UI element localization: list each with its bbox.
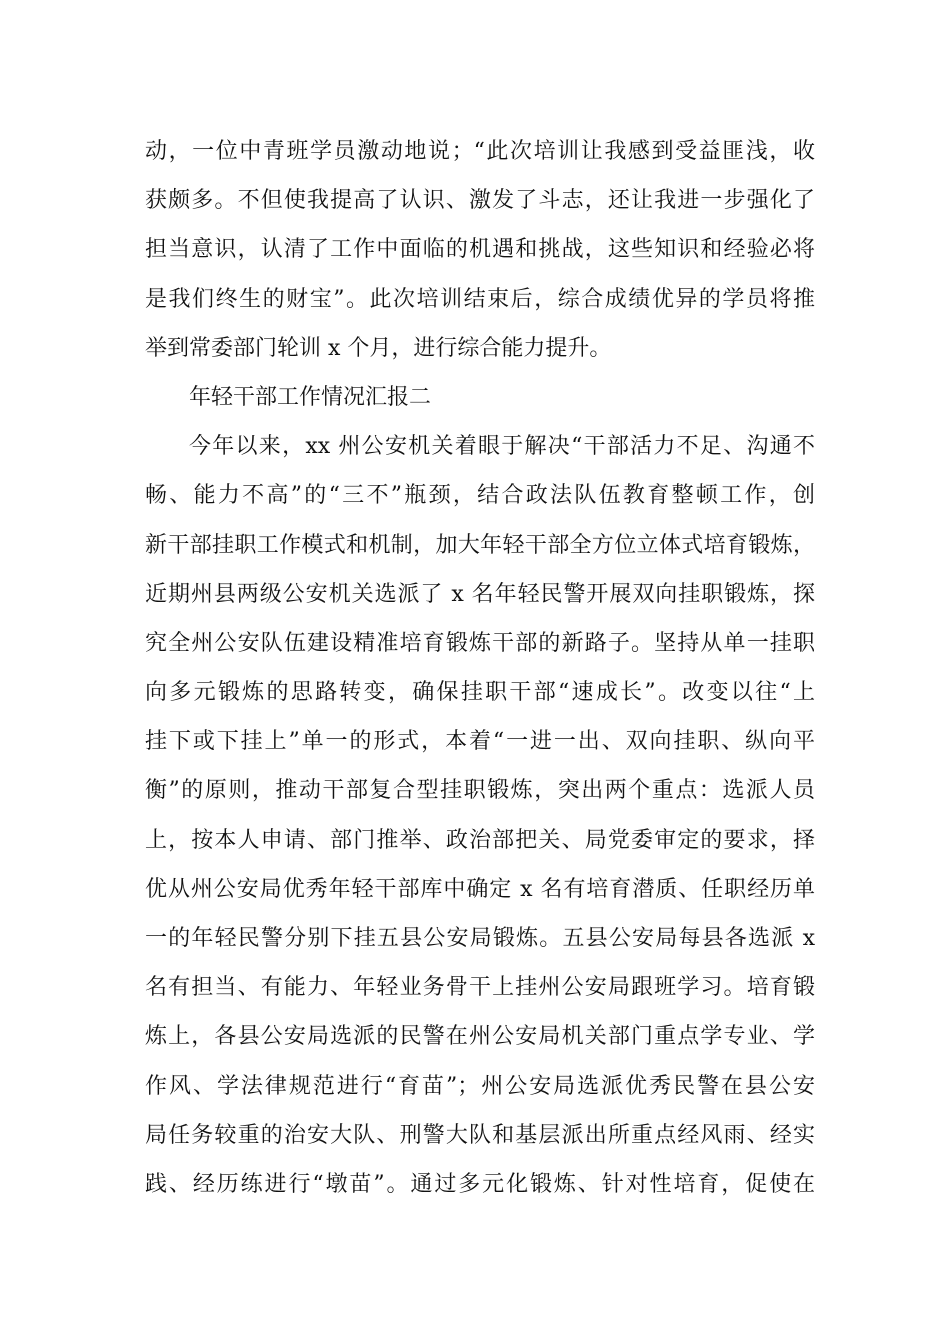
- paragraph-line: 是我们终生的财宝”。此次培训结束后，综合成绩优异的学员将推: [145, 286, 815, 312]
- paragraph-line: 优从州公安局优秀年轻干部库中确定 x 名有培育潜质、任职经历单: [145, 876, 815, 902]
- paragraph-line: 局任务较重的治安大队、刑警大队和基层派出所重点经风雨、经实: [145, 1122, 815, 1148]
- paragraph-line: 举到常委部门轮训 x 个月，进行综合能力提升。: [145, 335, 612, 361]
- paragraph-line: 动，一位中青班学员激动地说；“此次培训让我感到受益匪浅，收: [145, 139, 815, 164]
- paragraph-line: 近期州县两级公安机关选派了 x 名年轻民警开展双向挂职锻炼，探: [145, 581, 815, 607]
- paragraph-line: 践、经历练进行“墩苗”。通过多元化锻炼、针对性培育，促使在: [145, 1171, 815, 1197]
- paragraph-line: 究全州公安队伍建设精准培育锻炼干部的新路子。坚持从单一挂职: [145, 630, 815, 656]
- paragraph-line: 衡”的原则，推动干部复合型挂职锻炼，突出两个重点：选派人员: [145, 778, 815, 804]
- paragraph-line: 一的年轻民警分别下挂五县公安局锻炼。五县公安局每县各选派 x: [145, 926, 815, 951]
- paragraph-line: 挂下或下挂上”单一的形式，本着“一进一出、双向挂职、纵向平: [145, 729, 815, 755]
- paragraph-line: 新干部挂职工作模式和机制，加大年轻干部全方位立体式培育锻炼，: [145, 532, 815, 558]
- document-body: [145, 127, 815, 1209]
- paragraph-line: 畅、能力不高”的“三不”瓶颈，结合政法队伍教育整顿工作，创: [145, 483, 815, 509]
- paragraph-line: 炼上，各县公安局选派的民警在州公安局机关部门重点学专业、学: [145, 1024, 815, 1050]
- paragraph-line: 向多元锻炼的思路转变，确保挂职干部“速成长”。改变以往“上: [145, 680, 815, 706]
- paragraph-line: 今年以来，xx 州公安机关着眼于解决“干部活力不足、沟通不: [189, 434, 815, 460]
- paragraph-line: 获颇多。不但使我提高了认识、激发了斗志，还让我进一步强化了: [145, 188, 815, 214]
- paragraph-line: 担当意识，认清了工作中面临的机遇和挑战，这些知识和经验必将: [145, 237, 815, 263]
- section-heading: 年轻干部工作情况汇报二: [189, 384, 432, 410]
- paragraph-line: 作风、学法律规范进行“育苗”；州公安局选派优秀民警在县公安: [145, 1073, 815, 1099]
- paragraph-line: 上，按本人申请、部门推举、政治部把关、局党委审定的要求，择: [145, 827, 815, 853]
- paragraph-line: 名有担当、有能力、年轻业务骨干上挂州公安局跟班学习。培育锻: [145, 975, 815, 1001]
